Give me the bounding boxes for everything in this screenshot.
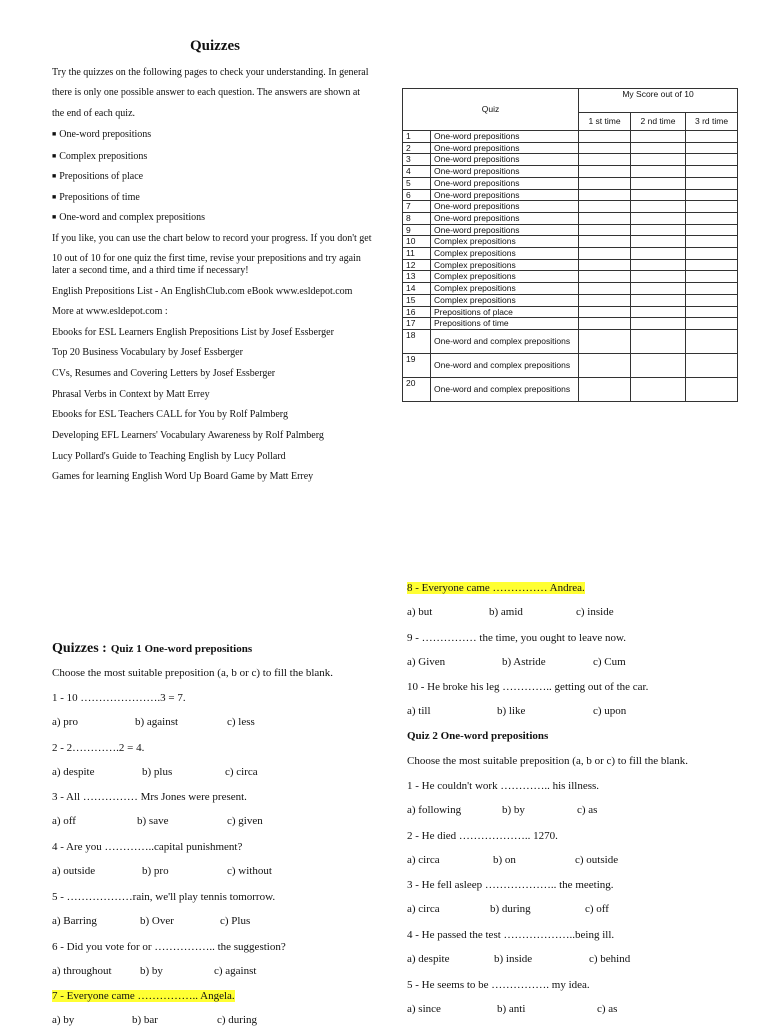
score-cell[interactable]	[631, 154, 686, 166]
score-table-body	[403, 131, 738, 402]
table-row	[403, 131, 738, 143]
quizzes-label: Quizzes :	[52, 641, 107, 656]
answer-option[interactable]: c) circa	[225, 765, 258, 778]
quiz-number: 17	[403, 318, 431, 330]
quiz-number: 15	[403, 294, 431, 306]
table-header-time: 2 nd time	[631, 113, 686, 131]
score-cell[interactable]	[579, 201, 631, 213]
table-row	[403, 236, 738, 248]
table-row	[403, 294, 738, 306]
quiz-name: One-word and complex prepositions	[431, 353, 579, 377]
resource-link[interactable]: Developing EFL Learners' Vocabulary Awareness by Rolf Palmberg	[52, 430, 324, 441]
score-cell[interactable]	[631, 131, 686, 143]
score-table	[402, 88, 738, 402]
score-cell[interactable]	[686, 224, 738, 236]
question-text: 2 - 2………….2 = 4.	[52, 741, 145, 754]
score-cell[interactable]	[686, 377, 738, 401]
resource-link[interactable]: English Prepositions List - An EnglishClub.com eBook www.esldepot.com	[52, 286, 353, 297]
answer-option[interactable]: a) since	[407, 1002, 441, 1015]
resource-link[interactable]: Games for learning English Word Up Board Game by Matt Errey	[52, 471, 314, 482]
quiz-name: One-word prepositions	[431, 189, 579, 201]
score-cell[interactable]	[631, 177, 686, 189]
quiz-number: 7	[403, 201, 431, 213]
topic-bullet: ■ One-word and complex prepositions	[52, 211, 205, 224]
quiz-name: One-word prepositions	[431, 154, 579, 166]
table-row	[403, 377, 738, 401]
resource-link[interactable]: Lucy Pollard's Guide to Teaching English by Lucy Pollard	[52, 451, 286, 462]
score-cell[interactable]	[631, 201, 686, 213]
table-row	[403, 353, 738, 377]
score-cell[interactable]	[631, 329, 686, 353]
intro-line: the end of each quiz.	[52, 108, 136, 119]
answer-option[interactable]: c) upon	[593, 705, 627, 718]
question-text: 10 - He broke his leg ………….. getting out of the car.	[407, 681, 649, 694]
table-header-score: My Score out of 10	[579, 89, 738, 113]
score-cell[interactable]	[631, 353, 686, 377]
answer-option[interactable]: a) throughout	[52, 964, 112, 977]
table-row	[403, 271, 738, 283]
table-row	[403, 201, 738, 213]
quiz1-title: Quiz 1 One-word prepositions	[110, 643, 253, 655]
answer-option[interactable]: a) circa	[407, 903, 440, 916]
score-cell[interactable]	[579, 154, 631, 166]
quiz-number: 5	[403, 177, 431, 189]
score-cell[interactable]	[579, 294, 631, 306]
score-cell[interactable]	[686, 236, 738, 248]
quiz-number: 11	[403, 248, 431, 260]
question-text: 9 - …………… the time, you ought to leave now.	[407, 631, 626, 644]
question-text: 6 - Did you vote for or …………….. the suggestion?	[52, 940, 286, 953]
answer-option[interactable]: c) without	[227, 865, 272, 878]
quiz-name: One-word prepositions	[431, 212, 579, 224]
score-cell[interactable]	[631, 318, 686, 330]
score-cell[interactable]	[631, 236, 686, 248]
score-cell[interactable]	[686, 248, 738, 260]
score-cell[interactable]	[579, 212, 631, 224]
score-cell[interactable]	[579, 166, 631, 178]
quiz-number: 14	[403, 283, 431, 295]
table-row	[403, 329, 738, 353]
answer-option[interactable]: b) against	[135, 716, 179, 728]
answer-option[interactable]: c) given	[227, 815, 263, 828]
quiz-name: One-word and complex prepositions	[431, 329, 579, 353]
score-cell[interactable]	[686, 306, 738, 318]
score-cell[interactable]	[686, 177, 738, 189]
answer-option[interactable]: a) but	[407, 606, 433, 618]
quiz-name: Complex prepositions	[431, 259, 579, 271]
intro-line: there is only one possible answer to each question. The answers are shown at	[52, 87, 361, 98]
quiz-name: One-word prepositions	[431, 166, 579, 178]
score-cell[interactable]	[579, 236, 631, 248]
quiz-number: 1	[403, 131, 431, 143]
table-row	[403, 248, 738, 260]
answer-option[interactable]: b) amid	[489, 606, 523, 618]
answer-option[interactable]: c) as	[577, 804, 598, 816]
question-text: 3 - He fell asleep ……………….. the meeting.	[407, 879, 614, 892]
question-text: 3 - All …………… Mrs Jones were present.	[52, 791, 247, 804]
quiz1-heading	[52, 639, 252, 657]
answer-option[interactable]: b) during	[490, 903, 531, 916]
score-cell[interactable]	[631, 224, 686, 236]
quiz-number: 13	[403, 271, 431, 283]
score-cell[interactable]	[579, 224, 631, 236]
quiz-name: Prepositions of place	[431, 306, 579, 318]
question-text: 8 - Everyone came …………… Andrea.	[407, 582, 585, 594]
answer-option[interactable]: c) inside	[576, 606, 614, 618]
answer-option[interactable]: a) despite	[407, 953, 450, 966]
quiz-name: One-word prepositions	[431, 142, 579, 154]
quiz-number: 4	[403, 166, 431, 178]
quiz-number: 3	[403, 154, 431, 166]
question-text: 7 - Everyone came …………….. Angela.	[52, 990, 235, 1003]
score-cell[interactable]	[631, 377, 686, 401]
question-text: 5 - ………………rain, we'll play tennis tomorrow.	[52, 890, 276, 903]
answer-option[interactable]: b) on	[493, 853, 516, 866]
quiz-name: Complex prepositions	[431, 248, 579, 260]
table-row	[403, 283, 738, 295]
quiz-number: 20	[403, 377, 431, 401]
resource-link[interactable]: More at www.esldepot.com :	[52, 306, 168, 317]
answer-option[interactable]: b) pro	[142, 865, 169, 878]
score-cell[interactable]	[686, 318, 738, 330]
answer-option[interactable]: c) less	[227, 716, 255, 728]
score-cell[interactable]	[631, 294, 686, 306]
resource-link[interactable]: Ebooks for ESL Teachers CALL for You by Rolf Palmberg	[52, 409, 288, 420]
answer-option[interactable]: b) inside	[494, 953, 533, 966]
quiz-name: Complex prepositions	[431, 294, 579, 306]
answer-option[interactable]: c) as	[597, 1002, 618, 1015]
score-cell[interactable]	[686, 166, 738, 178]
answer-option[interactable]: a) despite	[52, 765, 95, 778]
quiz-number: 2	[403, 142, 431, 154]
page-title: Quizzes	[190, 38, 240, 54]
answer-option[interactable]: b) save	[137, 815, 169, 828]
progress-note-line: later a second time, and a third time if necessary!	[52, 265, 249, 276]
score-cell[interactable]	[686, 353, 738, 377]
quiz-number: 8	[403, 212, 431, 224]
table-row	[403, 224, 738, 236]
answer-option[interactable]: a) by	[52, 1014, 75, 1026]
answer-option[interactable]: c) Cum	[593, 655, 626, 668]
score-cell[interactable]	[686, 189, 738, 201]
answer-option[interactable]: b) anti	[497, 1002, 526, 1015]
table-row	[403, 177, 738, 189]
score-cell[interactable]	[686, 283, 738, 295]
score-cell[interactable]	[631, 306, 686, 318]
quiz-number: 19	[403, 353, 431, 377]
score-cell[interactable]	[686, 259, 738, 271]
answer-option[interactable]: c) behind	[589, 953, 631, 966]
score-cell[interactable]	[631, 271, 686, 283]
quiz-name: Prepositions of time	[431, 318, 579, 330]
quiz-number: 12	[403, 259, 431, 271]
resource-link[interactable]: Phrasal Verbs in Context by Matt Errey	[52, 389, 210, 400]
answer-option[interactable]: a) till	[407, 705, 431, 718]
answer-option[interactable]: b) bar	[132, 1014, 158, 1026]
answer-option[interactable]: b) like	[497, 705, 526, 718]
quiz2-instruction: Choose the most suitable preposition (a, b or c) to fill the blank.	[407, 755, 689, 767]
answer-option[interactable]: a) off	[52, 815, 76, 828]
quiz-number: 9	[403, 224, 431, 236]
score-cell[interactable]	[579, 271, 631, 283]
score-cell[interactable]	[686, 142, 738, 154]
quiz-name: Complex prepositions	[431, 271, 579, 283]
topic-bullet: ■ One-word prepositions	[52, 128, 151, 141]
table-row	[403, 189, 738, 201]
quiz-number: 10	[403, 236, 431, 248]
progress-note-line: 10 out of 10 for one quiz the first time, revise your prepositions and try again	[52, 253, 361, 264]
resource-link[interactable]: Ebooks for ESL Learners English Prepositions List by Josef Essberger	[52, 327, 334, 338]
topic-bullet: ■ Complex prepositions	[52, 150, 147, 163]
score-cell[interactable]	[579, 142, 631, 154]
score-cell[interactable]	[631, 259, 686, 271]
quiz1-instruction: Choose the most suitable preposition (a, b or c) to fill the blank.	[52, 667, 334, 679]
answer-option[interactable]: c) during	[217, 1014, 258, 1026]
score-cell[interactable]	[686, 212, 738, 224]
topic-bullet: ■ Prepositions of time	[52, 191, 140, 204]
answer-option[interactable]: a) Given	[407, 655, 446, 668]
quiz-name: One-word prepositions	[431, 177, 579, 189]
quiz-number: 18	[403, 329, 431, 353]
answer-option[interactable]: c) against	[214, 964, 257, 977]
intro-line: Try the quizzes on the following pages to check your understanding. In general	[52, 67, 369, 78]
score-cell[interactable]	[579, 329, 631, 353]
answer-option[interactable]: b) by	[502, 804, 525, 816]
quiz-name: One-word prepositions	[431, 224, 579, 236]
quiz-name: Complex prepositions	[431, 283, 579, 295]
score-cell[interactable]	[579, 306, 631, 318]
answer-option[interactable]: c) Plus	[220, 914, 251, 927]
resource-link[interactable]: Top 20 Business Vocabulary by Josef Essberger	[52, 347, 243, 358]
score-cell[interactable]	[579, 283, 631, 295]
quiz2-title: Quiz 2 One-word prepositions	[407, 730, 549, 742]
answer-option[interactable]: a) following	[407, 804, 462, 816]
question-text: 4 - Are you …………..capital punishment?	[52, 841, 243, 854]
table-row	[403, 142, 738, 154]
table-header-time: 1 st time	[579, 113, 631, 131]
score-cell[interactable]	[631, 166, 686, 178]
score-cell[interactable]	[579, 131, 631, 143]
question-text: 4 - He passed the test ………………..being ill.	[407, 929, 615, 942]
table-row	[403, 259, 738, 271]
score-cell[interactable]	[631, 248, 686, 260]
score-cell[interactable]	[579, 189, 631, 201]
quiz-name: Complex prepositions	[431, 236, 579, 248]
progress-note-line: If you like, you can use the chart below to record your progress. If you don't get	[52, 233, 372, 244]
question-text: 5 - He seems to be ……………. my idea.	[407, 978, 590, 991]
answer-option[interactable]: a) outside	[52, 865, 96, 878]
score-cell[interactable]	[686, 271, 738, 283]
answer-option[interactable]: c) off	[585, 903, 609, 916]
score-cell[interactable]	[579, 248, 631, 260]
table-row	[403, 318, 738, 330]
quiz-name: One-word and complex prepositions	[431, 377, 579, 401]
score-cell[interactable]	[686, 131, 738, 143]
question-text: 1 - 10 ………………….3 = 7.	[52, 692, 186, 704]
score-cell[interactable]	[686, 329, 738, 353]
answer-option[interactable]: c) outside	[575, 853, 619, 866]
table-header-quiz: Quiz	[403, 89, 579, 131]
score-cell[interactable]	[579, 259, 631, 271]
table-row	[403, 212, 738, 224]
answer-option[interactable]: b) plus	[142, 765, 173, 778]
quiz-name: One-word prepositions	[431, 201, 579, 213]
table-row	[403, 166, 738, 178]
answer-option[interactable]: b) Over	[140, 914, 174, 927]
quiz-name: One-word prepositions	[431, 131, 579, 143]
answer-option[interactable]: a) circa	[407, 853, 440, 866]
score-cell[interactable]	[686, 154, 738, 166]
score-cell[interactable]	[631, 142, 686, 154]
question-text: 2 - He died ……………….. 1270.	[407, 829, 558, 842]
answer-option[interactable]: a) Barring	[52, 914, 97, 927]
score-cell[interactable]	[579, 377, 631, 401]
table-row	[403, 154, 738, 166]
table-row	[403, 306, 738, 318]
quiz-number: 16	[403, 306, 431, 318]
topic-bullet: ■ Prepositions of place	[52, 170, 143, 183]
score-cell[interactable]	[631, 189, 686, 201]
resource-link[interactable]: CVs, Resumes and Covering Letters by Josef Essberger	[52, 368, 276, 379]
score-cell[interactable]	[631, 283, 686, 295]
score-cell[interactable]	[686, 201, 738, 213]
score-cell[interactable]	[579, 177, 631, 189]
question-text: 1 - He couldn't work ………….. his illness.	[407, 780, 600, 792]
score-cell[interactable]	[579, 353, 631, 377]
answer-option[interactable]: b) by	[140, 964, 163, 977]
score-cell[interactable]	[686, 294, 738, 306]
answer-option[interactable]: a) pro	[52, 716, 78, 728]
quiz-number: 6	[403, 189, 431, 201]
score-cell[interactable]	[631, 212, 686, 224]
answer-option[interactable]: b) Astride	[502, 655, 546, 668]
score-cell[interactable]	[579, 318, 631, 330]
table-header-time: 3 rd time	[686, 113, 738, 131]
